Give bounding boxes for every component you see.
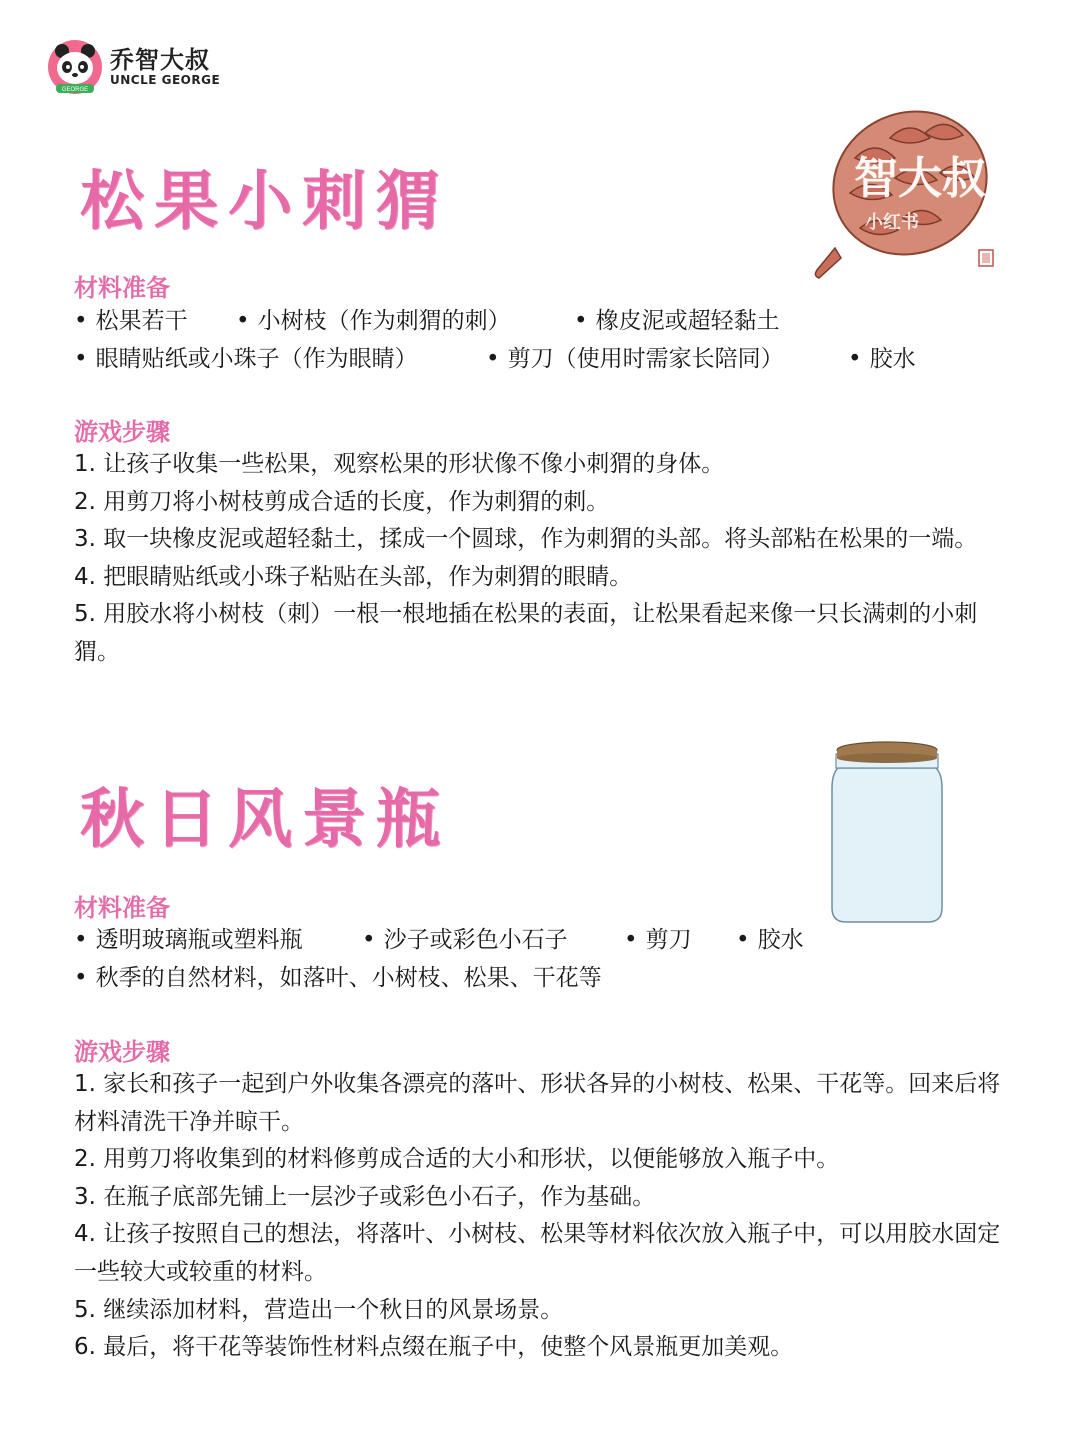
pinecone-watermark: 智大叔 — [854, 153, 986, 204]
project1-steps — [74, 446, 1014, 672]
brand-name-cn: 乔智大叔 — [110, 46, 210, 74]
step-item: 4. 让孩子按照自己的想法，将落叶、小树枝、松果等材料依次放入瓶子中，可以用胶水固定一些较大或较重的材料。 — [74, 1221, 1001, 1285]
list-item: • 小树枝（作为刺猬的刺） — [236, 303, 511, 339]
project1-title: 松果小刺猬 — [80, 165, 450, 239]
project1-materials-heading: 材料准备 — [74, 274, 170, 302]
list-item: • 胶水 — [848, 341, 916, 377]
list-item: • 剪刀 — [624, 922, 692, 958]
project2-steps — [74, 1066, 1014, 1367]
step-item: 3. 在瓶子底部先铺上一层沙子或彩色小石子，作为基础。 — [74, 1183, 656, 1210]
pinecone-illustration-icon — [795, 88, 1005, 288]
panda-logo-icon — [46, 38, 104, 96]
step-item: 1. 让孩子收集一些松果，观察松果的形状像不像小刺猬的身体。 — [74, 451, 725, 477]
step-item: 2. 用剪刀将小树枝剪成合适的长度，作为刺猬的刺。 — [74, 488, 610, 515]
list-item: • 橡皮泥或超轻黏土 — [574, 303, 780, 339]
list-item: • 透明玻璃瓶或塑料瓶 — [74, 922, 303, 958]
step-item: 5. 用胶水将小树枝（刺）一根一根地插在松果的表面，让松果看起来像一只长满刺的小刺猬。 — [74, 601, 978, 665]
logo-badge-text: GEORGE — [61, 87, 89, 93]
step-item: 4. 把眼睛贴纸或小珠子粘贴在头部，作为刺猬的眼睛。 — [74, 563, 633, 590]
step-item: 3. 取一块橡皮泥或超轻黏土，揉成一个圆球，作为刺猬的头部。将头部粘在松果的一端。 — [74, 526, 978, 553]
brand-name-en: UNCLE GEORGE — [110, 73, 221, 87]
project2-title: 秋日风景瓶 — [80, 783, 450, 857]
pinecone-watermark-sub: 小红书 — [865, 212, 919, 233]
step-item: 2. 用剪刀将收集到的材料修剪成合适的大小和形状，以便能够放入瓶子中。 — [74, 1146, 840, 1173]
list-item: • 眼睛贴纸或小珠子（作为眼睛） — [74, 341, 418, 377]
brand-logo — [46, 38, 226, 98]
list-item: • 秋季的自然材料，如落叶、小树枝、松果、干花等 — [74, 960, 602, 996]
step-item: 5. 继续添加材料，营造出一个秋日的风景场景。 — [74, 1296, 564, 1323]
glass-jar-icon — [826, 738, 948, 926]
project2-materials-heading: 材料准备 — [74, 894, 170, 922]
list-item: • 松果若干 — [74, 303, 188, 339]
list-item: • 剪刀（使用时需家长陪同） — [486, 341, 784, 377]
step-item: 6. 最后，将干花等装饰性材料点缀在瓶子中，使整个风景瓶更加美观。 — [74, 1334, 794, 1361]
list-item: • 胶水 — [736, 922, 804, 958]
step-item: 1. 家长和孩子一起到户外收集各漂亮的落叶、形状各异的小树枝、松果、干花等。回来后将材料清洗干净并晾干。 — [74, 1071, 1001, 1135]
project2-steps-heading: 游戏步骤 — [74, 1038, 170, 1066]
project1-steps-heading: 游戏步骤 — [74, 418, 170, 446]
list-item: • 沙子或彩色小石子 — [362, 922, 568, 958]
